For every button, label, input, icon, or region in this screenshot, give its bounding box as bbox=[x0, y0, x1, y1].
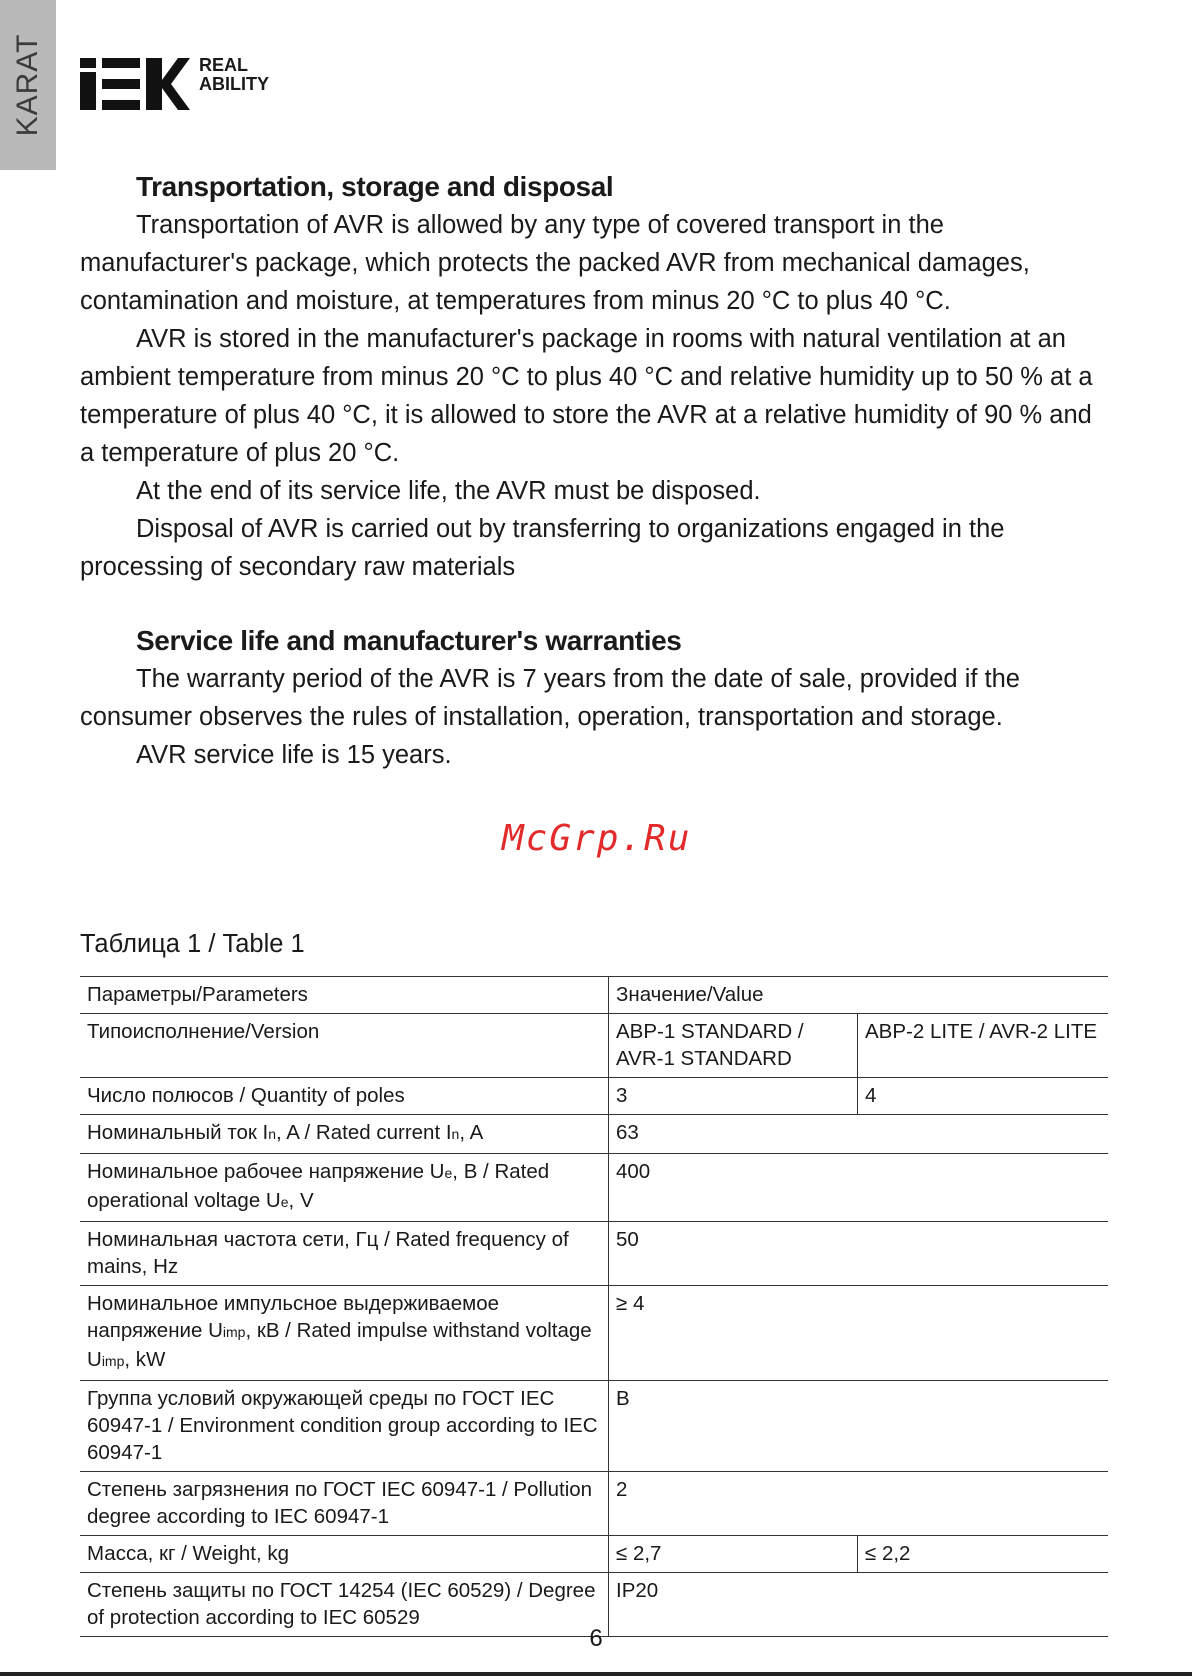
table-cell: АВР-2 LITE / AVR-2 LITE bbox=[858, 1014, 1109, 1078]
tagline-line-1: REAL bbox=[199, 55, 248, 75]
table-cell: 50 bbox=[609, 1222, 1109, 1286]
table-cell: 4 bbox=[858, 1078, 1109, 1115]
table-row bbox=[80, 1078, 1108, 1115]
table-row bbox=[80, 1286, 1108, 1381]
table-cell: Число полюсов / Quantity of poles bbox=[80, 1078, 609, 1115]
table-cell: АВР-1 STANDARD / AVR-1 STANDARD bbox=[609, 1014, 858, 1078]
table-caption: Таблица 1 / Table 1 bbox=[80, 930, 305, 958]
table-cell: 2 bbox=[609, 1472, 1109, 1536]
parameters-table bbox=[80, 976, 1108, 1637]
iek-logo bbox=[80, 58, 190, 110]
table-cell: ≤ 2,2 bbox=[858, 1536, 1109, 1573]
paragraph: AVR is stored in the manufacturer's package in rooms with natural ventilation at an ambient temperature from minus 20 °C to plus 40 °C and relative humidity up to 50 % at a temperature of plus 40 °C, it is allowed to store the AVR at a relative humidity of 90 % and a temperature of plus 20 °C. bbox=[80, 325, 1093, 467]
table-cell: Номинальный ток In, A / Rated current In, A bbox=[80, 1115, 609, 1154]
table-cell: Номинальное импульсное выдерживаемое напряжение Uimp, кВ / Rated impulse withstand voltage Uimp, kW bbox=[80, 1286, 609, 1381]
paragraph: Disposal of AVR is carried out by transferring to organizations engaged in the processing of secondary raw materials bbox=[80, 515, 1005, 581]
paragraph: At the end of its service life, the AVR must be disposed. bbox=[136, 477, 761, 505]
table-row bbox=[80, 1536, 1108, 1573]
table-cell: Типоисполнение/Version bbox=[80, 1014, 609, 1078]
table-row bbox=[80, 1222, 1108, 1286]
table-cell: Номинальная частота сети, Гц / Rated frequency of mains, Hz bbox=[80, 1222, 609, 1286]
side-tab-label: KARAT bbox=[11, 33, 44, 137]
table-cell: Степень загрязнения по ГОСТ IEC 60947-1 / Pollution degree according to IEC 60947-1 bbox=[80, 1472, 609, 1536]
watermark: McGrp.Ru bbox=[502, 818, 692, 859]
table-cell: ≥ 4 bbox=[609, 1286, 1109, 1381]
table-row bbox=[80, 1381, 1108, 1472]
table-row bbox=[80, 977, 1108, 1014]
table-cell: IP20 bbox=[609, 1573, 1109, 1637]
paragraph: AVR service life is 15 years. bbox=[136, 741, 452, 769]
table-row bbox=[80, 1014, 1108, 1078]
tagline-line-2: ABILITY bbox=[199, 74, 269, 94]
section-title-warranty: Service life and manufacturer's warranties bbox=[136, 625, 682, 656]
table-cell: Масса, кг / Weight, kg bbox=[80, 1536, 609, 1573]
table-cell: B bbox=[609, 1381, 1109, 1472]
section-title-transportation: Transportation, storage and disposal bbox=[136, 171, 614, 202]
table-cell: 400 bbox=[609, 1154, 1109, 1222]
table-cell: Параметры/Parameters bbox=[80, 977, 609, 1014]
main-content bbox=[80, 168, 1110, 774]
bottom-rule bbox=[0, 1672, 1192, 1676]
page-number: 6 bbox=[589, 1625, 603, 1652]
paragraph: Transportation of AVR is allowed by any type of covered transport in the manufacturer's package, which protects the packed AVR from mechanical damages, contamination and moisture, at temperatures from minus 20 °C to plus 40 °C. bbox=[80, 211, 1030, 315]
table-row bbox=[80, 1154, 1108, 1222]
table-cell: ≤ 2,7 bbox=[609, 1536, 858, 1573]
table-cell: Номинальное рабочее напряжение Ue, В / Rated operational voltage Ue, V bbox=[80, 1154, 609, 1222]
side-tab bbox=[0, 0, 56, 170]
paragraph: The warranty period of the AVR is 7 years from the date of sale, provided if the consumer observes the rules of installation, operation, transportation and storage. bbox=[80, 665, 1020, 731]
logo-tagline bbox=[199, 56, 269, 94]
table-cell: Группа условий окружающей среды по ГОСТ IEC 60947-1 / Environment condition group according to IEC 60947-1 bbox=[80, 1381, 609, 1472]
table-row bbox=[80, 1115, 1108, 1154]
table-cell: 3 bbox=[609, 1078, 858, 1115]
table-cell: Степень защиты по ГОСТ 14254 (IEC 60529) / Degree of protection according to IEC 60529 bbox=[80, 1573, 609, 1637]
table-cell: Значение/Value bbox=[609, 977, 1109, 1014]
table-row bbox=[80, 1472, 1108, 1536]
table-cell: 63 bbox=[609, 1115, 1109, 1154]
